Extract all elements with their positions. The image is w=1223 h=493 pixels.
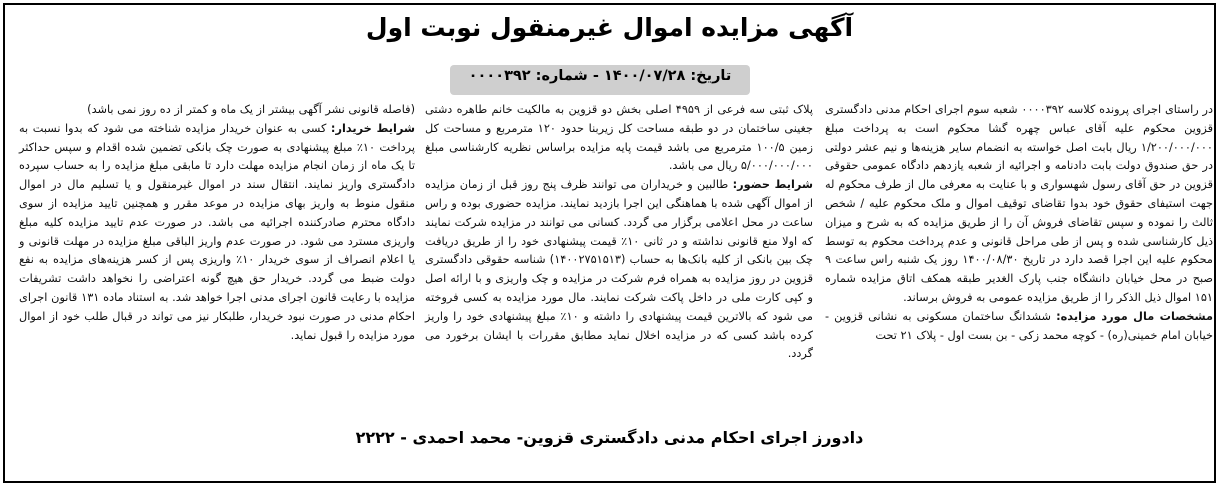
- buyer-conditions: [19, 120, 415, 346]
- property-spec-label: مشخصات مال مورد مزایده:: [1056, 309, 1214, 323]
- buyer-label: شرایط خریدار:: [330, 121, 415, 135]
- property-spec: [825, 308, 1213, 346]
- column-left: [19, 101, 415, 345]
- notice-title: آگهی مزایده اموال غیرمنقول نوبت اول: [365, 13, 854, 42]
- attendance-text: طالبین و خریداران می توانند ظرف پنج روز قبل از زمان مزایده از اموال آگهی شده با هماهنگی این اجرا بازدید نمایند. مزایده حضوری بوده و راس ساعت در محل اعلامی برگزار می گردد. کسانی می توانند در مزایده شرکت نمایند که اولا منع قانونی نداشته و در ثانی ۱۰٪ قیمت پیشنهادی خود را از طریق دریافت چک بین بانکی از کلیه بانک‌ها به حساب (۱۴۰۰۲۷۵۱۵۱۳) شناسه حقوقی دادگستری قزوین در روز مزایده به همراه فرم شرکت در مزایده و چک واریزی و با ارائه اصل و کپی کارت ملی در داخل پاکت شرکت نمایند. مال مورد مزایده به کسی فروخته می شود که بالاترین قیمت پیشنهادی را داشته و ۱۰٪ مبلغ پیشنهادی خود را واریز کرده باشد کسی که در مزایده اخلال نماید مطابق مقررات با ایشان برخورد می گردد.: [425, 178, 813, 361]
- execution-paragraph: در راستای اجرای پرونده کلاسه ۰۰۰۰۳۹۲ شعبه سوم اجرای احکام مدنی دادگستری قزوین محکوم علیه آقای عباس چهره گشا محکوم است به پرداخت مبلغ ۱/۲۰۰/۰۰۰/۰۰۰ ریال بابت اصل خواسته به انضمام سایر هزینه‌ها و نیم عشر دولتی در حق صندوق دولت بابت دادنامه و اجرائیه از شعبه یازدهم دادگاه عمومی حقوقی قزوین در حق آقای رسول شهسواری و با عنایت به معرفی مال از طرف محکوم له جهت استیفای حقوق خود بدوا تقاضای توقیف اموال و ملک محکوم علیه / شخص ثالث را نموده و سپس تقاضای فروش آن را از طریق مزایده که به شرح و میزان ذیل کارشناسی شده و پس از طی مراحل قانونی و عدم پرداخت محکوم به توسط محکوم علیه این اجرا قصد دارد در تاریخ ۱۴۰۰/۰۸/۳۰ روز یک شنبه راس ساعت ۹ صبح در محل خیابان دانشگاه جنب پارک الغدیر طبقه همکف اتاق مزایده شماره ۱۵۱ اموال ذیل الذکر را از طریق مزایده عمومی به فروش برساند.: [825, 103, 1213, 304]
- property-details: پلاک ثبتی سه فرعی از ۴۹۵۹ اصلی بخش دو قزوین به مالکیت خانم طاهره دشتی جغینی ساختمان در دو طبقه مساحت کل زیربنا حدود ۱۲۰ مترمربع و مساحت کل زمین ۱۰۰/۵ مترمربع می باشد قیمت پایه مزایده براساس نظریه کارشناسی مبلغ ۵/۰۰۰/۰۰۰/۰۰۰ ریال می باشد.: [425, 103, 813, 173]
- legal-interval-note: (فاصله قانونی نشر آگهی بیشتر از یک ماه و کمتر از ده روز نمی باشد): [87, 103, 415, 116]
- column-right: [825, 101, 1213, 345]
- buyer-text: کسی به عنوان خریدار مزایده شناخته می شود که بدوا نسبت به پرداخت ۱۰٪ مبلغ پیشنهادی به صورت چک بانکی تضمین شده اقدام و سپس حداکثر تا یک ماه از زمان انجام مزایده مهلت دارد تا مابقی مبلغ مزایده را به حساب سپرده دادگستری واریز نمایند. انتقال سند در اموال غیرمنقول و یا تسلیم مال در اموال منقول منوط به واریز بهای مزایده در موعد مقرر و همچنین تایید مزایده از سوی دادگاه محترم صادرکننده اجرائیه می باشد. در صورت عدم تایید مزایده کلیه مبلغ واریزی مسترد می شود. در صورت عدم واریز الباقی مبلغ مزایده در مهلت قانونی و یا اعلام انصراف از سوی خریدار ۱۰٪ واریزی پس از کسر هزینه‌های مزایده به نفع دولت ضبط می گردد. خریدار حق هیچ گونه اعتراضی را نخواهد داشت تشریفات مزایده با رعایت قانون اجرای مدنی اجرا خواهد شد. به استناد ماده ۱۳۱ قانون اجرای احکام مدنی در صورت نبود خریدار، طلبکار نیز می تواند در قبال طلب خود از اموال مورد مزایده را قبول نماید.: [19, 121, 416, 342]
- date-number-line: تاریخ: ۱۴۰۰/۰۷/۲۸ - شماره: ۰۰۰۰۳۹۲: [468, 68, 732, 84]
- auction-notice: [3, 3, 1216, 483]
- column-middle: [425, 101, 813, 364]
- signature-footer: دادورز اجرای احکام مدنی دادگستری قزوین- محمد احمدی - ۲۲۲۲: [355, 428, 864, 447]
- property-spec-text: ششدانگ ساختمان مسکونی به نشانی قزوین - خیابان امام خمینی(ره) - کوچه محمد زکی - بن بست اول - پلاک ۲۱ تحت: [825, 309, 1213, 342]
- attendance-conditions: [425, 176, 813, 364]
- attendance-label: شرایط حضور:: [732, 178, 813, 192]
